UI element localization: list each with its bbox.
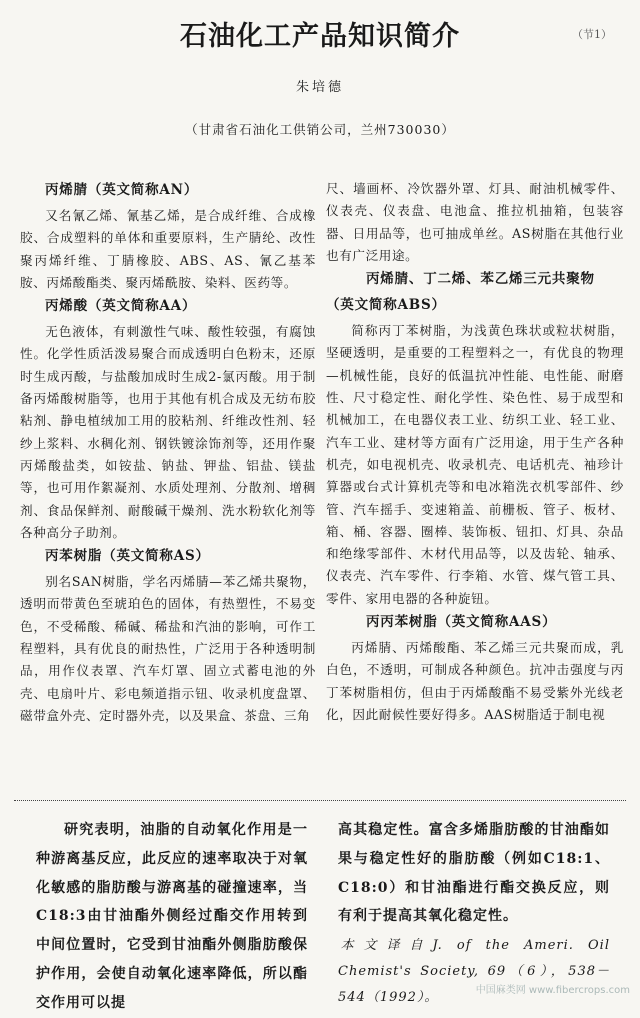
- article-title: 石油化工产品知识简介: [180, 21, 460, 52]
- section-heading-an: 丙烯腈（英文简称AN）: [45, 182, 199, 198]
- site-watermark: 中国麻类网 www.fibercrops.com: [475, 985, 630, 996]
- bottom-right-text: 高其稳定性。富含多烯脂肪酸的甘油酯如果与稳定性好的脂肪酸（例如C18:1、C18:0）和甘油酯进行酯交换反应，则有利于提高其氧化稳定性。: [338, 822, 610, 925]
- section-body-an: 又名氰乙烯、氰基乙烯，是合成纤维、合成橡胶、合成塑料的单体和重要原料，生产腈纶、改性聚丙烯纤维、丁腈橡胶、ABS、AS、氰乙基苯胺、丙烯酸酯类、聚丙烯酰胺、染料、医药等。: [20, 208, 316, 290]
- section-body-as-continued: 尺、墙画杯、冷饮器外罩、灯具、耐油机械零件、仪表壳、仪表盘、电池盒、推拉机抽箱，包装容器、日用品等，也可抽成单丝。AS树脂在其他行业也有广泛用途。: [326, 181, 624, 263]
- section-body-abs: 简称丙丁苯树脂，为浅黄色珠状或粒状树脂，坚硬透明，是重要的工程塑料之一，有优良的物理—机械性能，良好的低温抗冲性能、电性能、耐磨性、尺寸稳定性、耐化学性、染色性、易于成型和机械加工，在电器仪表工业、纺织工业、轻工业、汽车工业、建材等方面有广泛用途，用于生产各种机壳，如电视机壳、收录机壳、电话机壳、袖珍计算器或台式计算机壳等和电冰箱洗衣机零部件、纱管、汽车摇手、变速箱盖、前栅板、管子、板材、箱、桶、容器、圈棒、装饰板、钮扣、灯具、杂品和绝缘零部件、木材代用品等，以及齿轮、轴承、仪表壳、汽车零件、行李箱、水管、煤气管工具、零件、家用电器的各种旋钮。: [326, 323, 624, 606]
- section-heading-aa: 丙烯酸（英文简称AA）: [45, 298, 197, 315]
- article-author: 朱培德: [295, 80, 344, 95]
- section-body-aa: 无色液体，有刺激性气味、酸性较强，有腐蚀性。化学性质活泼易聚合而成透明白色粉末，还原时生成丙酸，与盐酸加成时生成2-氯丙酸。用于制备丙烯酸树脂等，也用于其他有机合成及无纺布胶粘剂、静电植绒加工用的胶粘剂、纤维改性剂、轻纱上浆料、水稠化剂、钢铁镀涂饰剂等，还用作聚丙烯酸盐类，如铵盐、钠盐、钾盐、铝盐、镁盐等，也可用作絮凝剂、水质处理剂、分散剂、增稠剂、食品保鲜剂、耐酸碱干燥剂、洗水粉软化剂等各种高分子助剂。: [20, 324, 316, 540]
- section-divider: [14, 800, 626, 801]
- bottom-left-text: 研究表明，油脂的自动氧化作用是一种游离基反应，此反应的速率取决于对氧化敏感的脂肪酸与游离基的碰撞速率，当C18:3由甘油酯外侧经过酯交作用转到中间位置时，它受到甘油酯外侧脂肪酸保护作用，会使自动氧化速率降低，所以酯交作用可以提: [36, 822, 308, 1011]
- bottom-left-column: [36, 816, 308, 1018]
- corner-mark: （节1）: [572, 28, 612, 41]
- author-affiliation: （甘肃省石油化工供销公司，兰州730030）: [185, 122, 455, 137]
- section-heading-abs: 丙烯腈、丁二烯、苯乙烯三元共聚物: [366, 271, 595, 288]
- section-heading-aas: 丙丙苯树脂（英文简称AAS）: [366, 614, 557, 631]
- source-citation: 本文译自J. of the Ameri. Oil Chemist's Society, 69（6），538－544（1992）。: [338, 938, 610, 1006]
- section-subheading-abs: （英文简称ABS）: [326, 297, 446, 314]
- section-heading-as: 丙苯树脂（英文简称AS）: [45, 548, 210, 565]
- section-body-aas: 丙烯腈、丙烯酸酯、苯乙烯三元共聚而成，乳白色，不透明，可制成各种颜色。抗冲击强度与丙丁苯树脂相仿，但由于丙烯酸酯不易受紫外光线老化，因此耐候性要好得多。AAS树脂适于制电视: [326, 640, 624, 722]
- right-column: [326, 178, 624, 726]
- left-column: [20, 178, 316, 727]
- section-body-as: 别名SAN树脂，学名丙烯腈—苯乙烯共聚物，透明而带黄色至琥珀色的固体，有热塑性，不易变色，不受稀酸、稀碱、稀盐和汽油的影响，可作工程塑料，具有优良的耐热性，广泛用于各种透明制品，用作仪表罩、汽车灯罩、固立式蓄电池的外壳、电扇叶片、彩电频道指示钮、收录机度盘罩、磁带盒外壳、定时器外壳，以及果盒、茶盘、三角: [20, 574, 316, 723]
